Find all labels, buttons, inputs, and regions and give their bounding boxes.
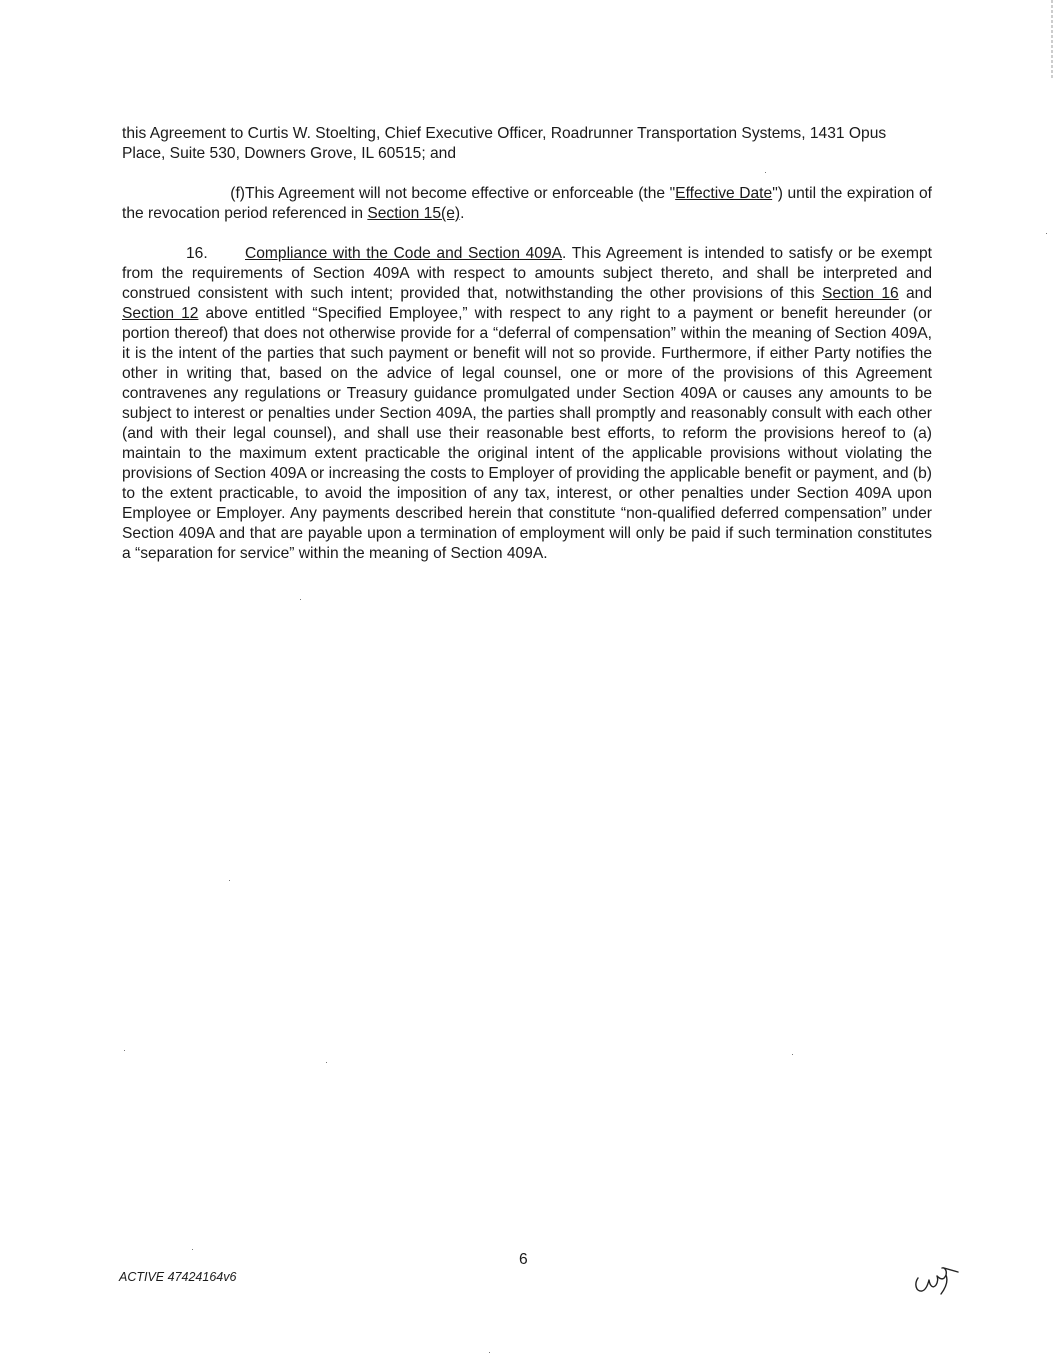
scan-edge-mark-icon [1051,0,1053,80]
scan-speck [1046,233,1047,234]
paragraph-notice-address [122,124,932,164]
section-heading: Compliance with the Code and Section 409A [245,245,563,262]
page-number: 6 [519,1251,528,1268]
scan-speck [792,1054,793,1055]
scan-speck [229,880,230,881]
section-text-a: This Agreement is intended to satisfy or be exempt from the requirements of Section 409A with respect to amounts subject thereto, and shall be interpreted and construed consistent with such intent; provided that, notwithstanding the other provisions of this [122,245,932,302]
scan-speck [765,172,766,173]
scan-speck [489,1352,490,1353]
scan-speck [192,1249,193,1250]
section-text-b: and [898,285,932,302]
section-heading-end: . [562,245,567,262]
cross-reference-section-16: Section 16 [822,285,899,302]
document-id: ACTIVE 47424164v6 [119,1270,237,1284]
cross-reference-section-12: Section 12 [122,305,199,322]
scan-speck [124,1050,125,1051]
clause-text-before: This Agreement will not become effective or enforceable (the " [245,185,676,202]
scan-speck [326,1062,327,1063]
cross-reference-section-15e: Section 15(e) [367,205,461,222]
handwritten-initials-icon [908,1258,962,1298]
section-text-c: above entitled “Specified Employee,” with respect to any right to a payment or benefit hereunder (or portion thereof) that does not otherwise provide for a “deferral of compensation” within the meaning of Section 409A, it is the intent of the parties that such payment or benefit will not so provide. Furthermore, if either Party notifies the other in writing that, based on the advice of legal counsel, one or more of the provisions of this Agreement contravenes any regulations or Treasury guidance promulgated under Section 409A or causes any amounts to be subject to interest or penalties under Section 409A, the parties shall promptly and reasonably consult with each other (and with their legal counsel), and shall use their reasonable best efforts, to reform the provisions hereof to (a) maintain to the maximum extent practicable the original intent of the applicable provisions without violating the provisions of Section 409A or increasing the costs to Employer of providing the applicable benefit or payment, and (b) to the extent practicable, to avoid the imposition of any tax, interest, or other penalties under Section 409A upon Employee or Employer. Any payments described herein that constitute “non-qualified deferred compensation” under Section 409A and that are payable upon a termination of employment will only be paid if such termination constitutes a “separation for service” within the meaning of Section 409A. [122,305,932,562]
paragraph-16-compliance [122,244,932,564]
defined-term-effective-date: Effective Date [675,185,773,202]
notice-address-text: this Agreement to Curtis W. Stoelting, Chief Executive Officer, Roadrunner Transportation Systems, 1431 Opus Place, Suite 530, Downers Grove, IL 60515; and [122,125,887,162]
scan-speck [300,599,301,600]
clause-text-end: . [460,205,465,222]
paragraph-f-effective-date [122,184,932,224]
section-number: 16. [186,245,208,262]
clause-text-middle: ") until the expiration of the revocation period referenced in [122,185,933,222]
clause-label: (f) [230,185,245,202]
